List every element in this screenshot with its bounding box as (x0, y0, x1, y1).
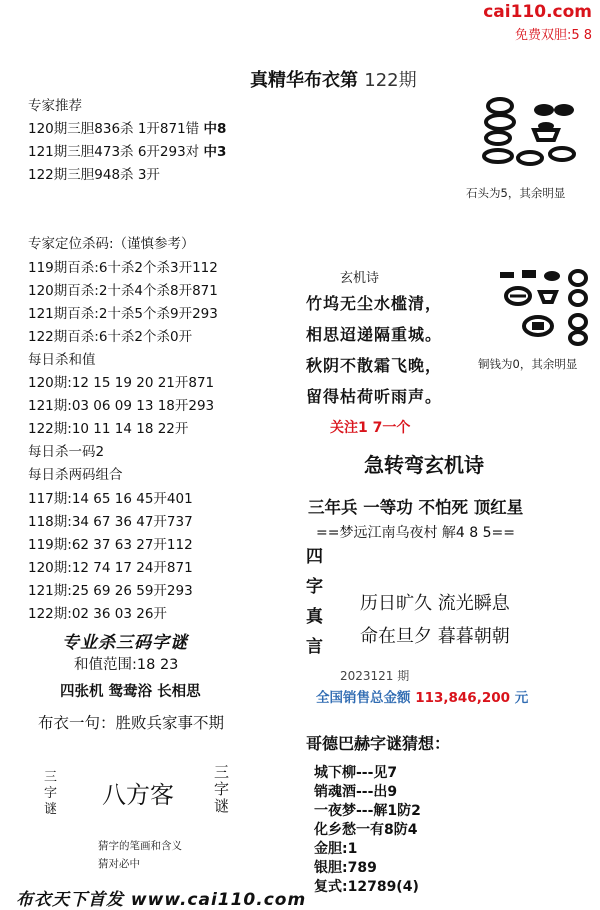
riddle-hint: 猜对必中 (98, 858, 140, 870)
four-word-line: 命在旦夕 暮暮朝朝 (360, 626, 510, 647)
sum-row: 121期:03 06 09 13 18开293 (28, 398, 215, 414)
pro-title: 专业杀三码字谜 (62, 633, 188, 653)
goldbach-line: 一夜梦---解1防2 (314, 803, 421, 819)
attention-text: 关注1 7一个 (330, 420, 411, 436)
goldbach-line: 复式:12789(4) (314, 879, 419, 895)
two-code-row: 120期:12 74 17 24开871 (28, 560, 193, 576)
goldbach-line: 银胆:789 (314, 860, 377, 876)
position-row: 122期百杀:6十杀2个杀0开 (28, 329, 193, 345)
sales-unit: 元 (510, 690, 529, 706)
position-row: 121期百杀:2十杀5个杀9开293 (28, 306, 218, 322)
footer-banner: 布衣天下首发 www.cai110.com (16, 890, 307, 910)
coin-caption: 铜钱为0，其余明显 (478, 357, 578, 371)
budai-quote: 布衣一句：胜败兵家事不期 (38, 714, 225, 732)
goldbach-title: 哥德巴赫字谜猜想： (306, 734, 451, 753)
sum-heading: 每日杀和值 (28, 352, 96, 368)
title-issue: 122期 (364, 70, 417, 91)
two-code-row: 122期:02 36 03 26开 (28, 606, 167, 622)
four-word-line: 历日旷久 流光瞬息 (360, 593, 510, 614)
expert-row-text: 122期三胆948杀 3开 (28, 167, 160, 183)
poem-banner: 急转弯玄机诗 (364, 453, 484, 477)
sum-row: 122期:10 11 14 18 22开 (28, 421, 189, 437)
sum-row: 120期:12 15 19 20 21开871 (28, 375, 215, 391)
riddle-main: 八方客 (102, 781, 174, 809)
two-code-row: 117期:14 65 16 45开401 (28, 491, 193, 507)
site-domain: cai110.com (483, 2, 592, 22)
riddle-label-left: 三 字 谜 (44, 770, 58, 817)
two-code-row: 118期:34 67 36 47开737 (28, 514, 193, 530)
goldbach-line: 化乡愁一有8防4 (314, 822, 418, 838)
poem-title: 玄机诗 (340, 271, 380, 286)
expert-row-text: 121期三胆473杀 6开293对 (28, 144, 204, 160)
position-heading: 专家定位杀码:（谨慎参考） (28, 236, 195, 252)
sales-total (316, 686, 528, 706)
poem-line: 竹坞无尘水槛清， (306, 294, 443, 313)
position-row: 119期百杀:6十杀2个杀3开112 (28, 260, 218, 276)
two-code-row: 121期:25 69 26 59开293 (28, 583, 193, 599)
expert-row (28, 163, 160, 183)
expert-row (28, 117, 226, 137)
free-tip: 免费双胆:5 8 (514, 28, 592, 43)
page-title (250, 66, 417, 92)
lottery-issue: 2023121 期 (340, 669, 410, 683)
sales-label: 全国销售总金额 (316, 690, 416, 706)
goldbach-line: 销魂酒---出9 (314, 784, 398, 800)
riddle-hint: 猜字的笔画和含义 (98, 840, 182, 852)
expert-row-result: 中3 (203, 144, 227, 160)
poem-line: 相思迢递隔重城。 (306, 325, 443, 344)
poem-line: 留得枯荷听雨声。 (306, 387, 443, 406)
stone-caption: 石头为5，其余明显 (466, 186, 566, 200)
position-row: 120期百杀:2十杀4个杀8开871 (28, 283, 218, 299)
expert-row (28, 140, 226, 160)
two-code-heading: 每日杀两码组合 (28, 467, 123, 483)
four-word-vertical: 四 字 真 言 (306, 547, 323, 657)
coin-pictogram-image (494, 266, 590, 346)
riddle-label-right: 三 字 谜 (214, 763, 230, 815)
dream-line: ==梦远江南乌夜村 解4 8 5== (316, 525, 515, 541)
sum-range: 和值范围:18 23 (74, 657, 179, 673)
slogan-phrase: 三年兵 一等功 不怕死 顶红星 (308, 498, 524, 517)
tv-names: 四张机 鸳鸯浴 长相思 (60, 684, 201, 700)
expert-row-result: 中8 (203, 121, 227, 137)
sales-amount: 113,846,200 (415, 690, 510, 706)
title-text: 真精华布衣第 (250, 70, 358, 91)
goldbach-line: 金胆:1 (314, 841, 358, 857)
stone-pictogram-image (474, 94, 584, 174)
expert-row-text: 120期三胆836杀 1开871错 (28, 121, 204, 137)
expert-heading: 专家推荐 (28, 98, 82, 114)
two-code-row: 119期:62 37 63 27开112 (28, 537, 193, 553)
one-code: 每日杀一码2 (28, 444, 105, 460)
poem-line: 秋阴不散霜飞晚， (306, 356, 443, 375)
goldbach-line: 城下柳---见7 (314, 765, 398, 781)
